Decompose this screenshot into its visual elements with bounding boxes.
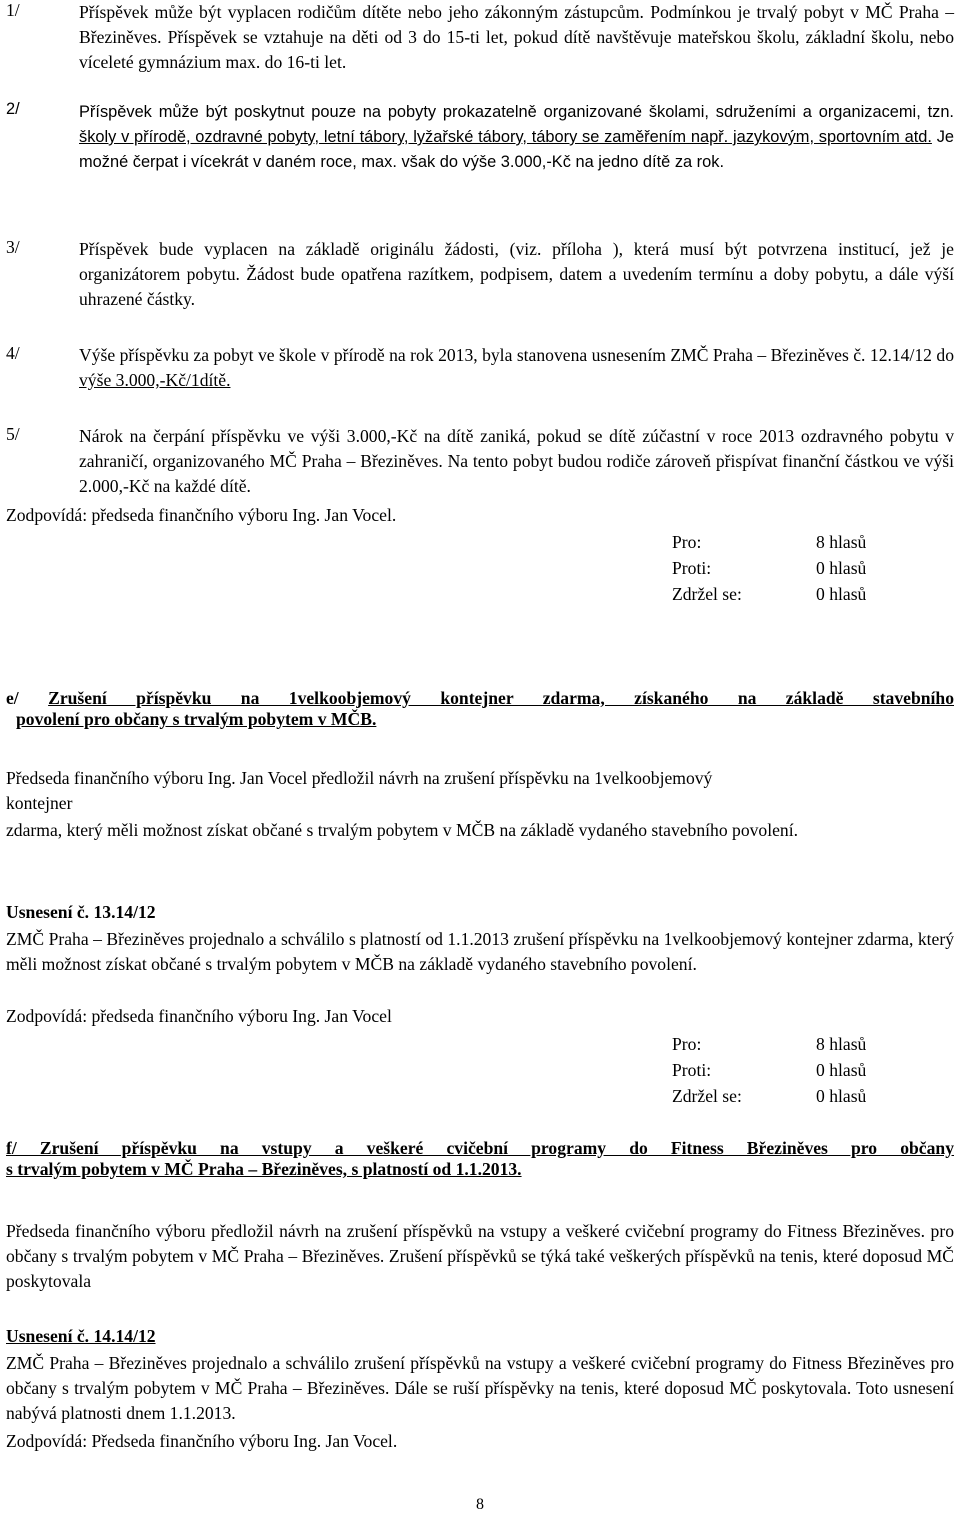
resolution-text: ZMČ Praha – Březiněves projednalo a schválilo s platností od 1.1.2013 zrušení příspěvku na 1velkoobjemový kontejner zdarma, který měli možnost získat občané s trvalým pobytem v MČB na základě vydaného stavebního povolení.: [6, 929, 954, 974]
vote-label: Pro:: [672, 532, 702, 552]
vote-label: Pro:: [672, 1034, 702, 1054]
section-f-heading: f/ Zrušení příspěvku na vstupy a veškeré cvičební programy do Fitness Březiněves pro občany s trvalým pobytem v MČ Praha – Březiněves, s platností od 1.1.2013.: [6, 1138, 954, 1179]
vote-value: 8 hlasů: [816, 532, 867, 552]
responsible-line: Zodpovídá: Předseda finančního výboru Ing. Jan Vocel.: [6, 1431, 398, 1451]
vote-block-1: [672, 529, 902, 607]
section-e-paragraph-rest: zdarma, který měli možnost získat občané s trvalým pobytem v MČB na základě vydaného stavebního povolení.: [6, 820, 799, 840]
vote-value: 0 hlasů: [816, 584, 867, 604]
vote-value: 0 hlasů: [816, 1086, 867, 1106]
section-e-paragraph-line1: Předseda finančního výboru Ing. Jan Vocel předložil návrh na zrušení příspěvku na 1velkoobjemový: [6, 768, 713, 788]
item-text: Výše příspěvku za pobyt ve škole v přírodě na rok 2013, byla stanovena usnesením ZMČ Praha – Březiněves č. 12.14/12 do výše 3.000,-Kč/1dítě.: [79, 345, 954, 390]
section-e-paragraph-line2: kontejner: [6, 793, 73, 813]
page-number: 8: [476, 1496, 484, 1513]
section-e-heading: e/ Zrušení příspěvku na 1velkoobjemový kontejner zdarma, získaného na základě stavebního povolení pro občany s trvalým pobytem v MČB.: [6, 688, 954, 729]
item-number: 3/: [6, 237, 20, 257]
underlined-text: výše 3.000,-Kč/1dítě.: [79, 370, 231, 390]
vote-label: Zdržel se:: [672, 1086, 742, 1106]
vote-block-2: [672, 1031, 902, 1109]
underlined-text: školy v přírodě, ozdravné pobyty, letní tábory, lyžařské tábory, tábory se zaměřením např. jazykovým, sportovním atd.: [79, 128, 932, 146]
responsible-line: Zodpovídá: předseda finančního výboru Ing. Jan Vocel.: [6, 505, 397, 525]
vote-value: 0 hlasů: [816, 558, 867, 578]
resolution-heading: Usnesení č. 13.14/12: [6, 902, 156, 922]
vote-label: Proti:: [672, 558, 712, 578]
item-text: Nárok na čerpání příspěvku ve výši 3.000,-Kč na dítě zaniká, pokud se dítě zúčastní v roce 2013 ozdravného pobytu v zahraničí, organizovaného MČ Praha – Březiněves. Na tento pobyt budou rodiče zároveň přispívat finanční částkou ve výši 2.000,-Kč na každé dítě.: [79, 426, 954, 496]
vote-label: Zdržel se:: [672, 584, 742, 604]
item-number: 1/: [6, 0, 20, 20]
item-number: 4/: [6, 343, 20, 363]
resolution-heading: Usnesení č. 14.14/12: [6, 1326, 156, 1346]
item-text: Příspěvek bude vyplacen na základě originálu žádosti, (viz. příloha ), která musí být potvrzena institucí, jež je organizátorem pobytu. Žádost bude opatřena razítkem, podpisem, datem a uvedením termínu a doby pobytu, a dále výší uhrazené částky.: [79, 239, 954, 309]
item-text: Příspěvek může být poskytnut pouze na pobyty prokazatelně organizované školami, sdruženími a organizacemi, tzn. školy v přírodě, ozdravné pobyty, letní tábory, lyžařské tábory, tábory se zaměřením např. jazykovým, sportovním atd. Je možné čerpat i vícekrát v daném roce, max. však do výše 3.000,-Kč na jedno dítě za rok.: [79, 103, 955, 171]
vote-label: Proti:: [672, 1060, 712, 1080]
item-number: 2/: [6, 100, 20, 118]
section-f-paragraph: Předseda finančního výboru předložil návrh na zrušení příspěvků na vstupy a veškeré cvičební programy do Fitness Březiněves. pro občany s trvalým pobytem v MČ Praha – Březiněves. Zrušení příspěvků se týká také veškerých příspěvků na tenis, které doposud MČ poskytovala: [6, 1221, 954, 1291]
vote-value: 0 hlasů: [816, 1060, 867, 1080]
item-text: Příspěvek může být vyplacen rodičům dítěte nebo jeho zákonným zástupcům. Podmínkou je trvalý pobyt v MČ Praha – Březiněves. Příspěvek se vztahuje na děti od 3 do 15-ti let, pokud dítě navštěvuje mateřskou školu, základní školu, nebo víceleté gymnázium max. do 16-ti let.: [79, 2, 954, 72]
vote-value: 8 hlasů: [816, 1034, 867, 1054]
item-number: 5/: [6, 424, 20, 444]
responsible-line: Zodpovídá: předseda finančního výboru Ing. Jan Vocel: [6, 1006, 392, 1026]
resolution-text: ZMČ Praha – Březiněves projednalo a schválilo zrušení příspěvků na vstupy a veškeré cvičební programy do Fitness Březiněves pro občany s trvalým pobytem v MČ Praha – Březiněves. Dále se ruší příspěvky na tenis, které doposud MČ poskytovala. Toto usnesení nabývá platnosti dnem 1.1.2013.: [6, 1353, 954, 1423]
